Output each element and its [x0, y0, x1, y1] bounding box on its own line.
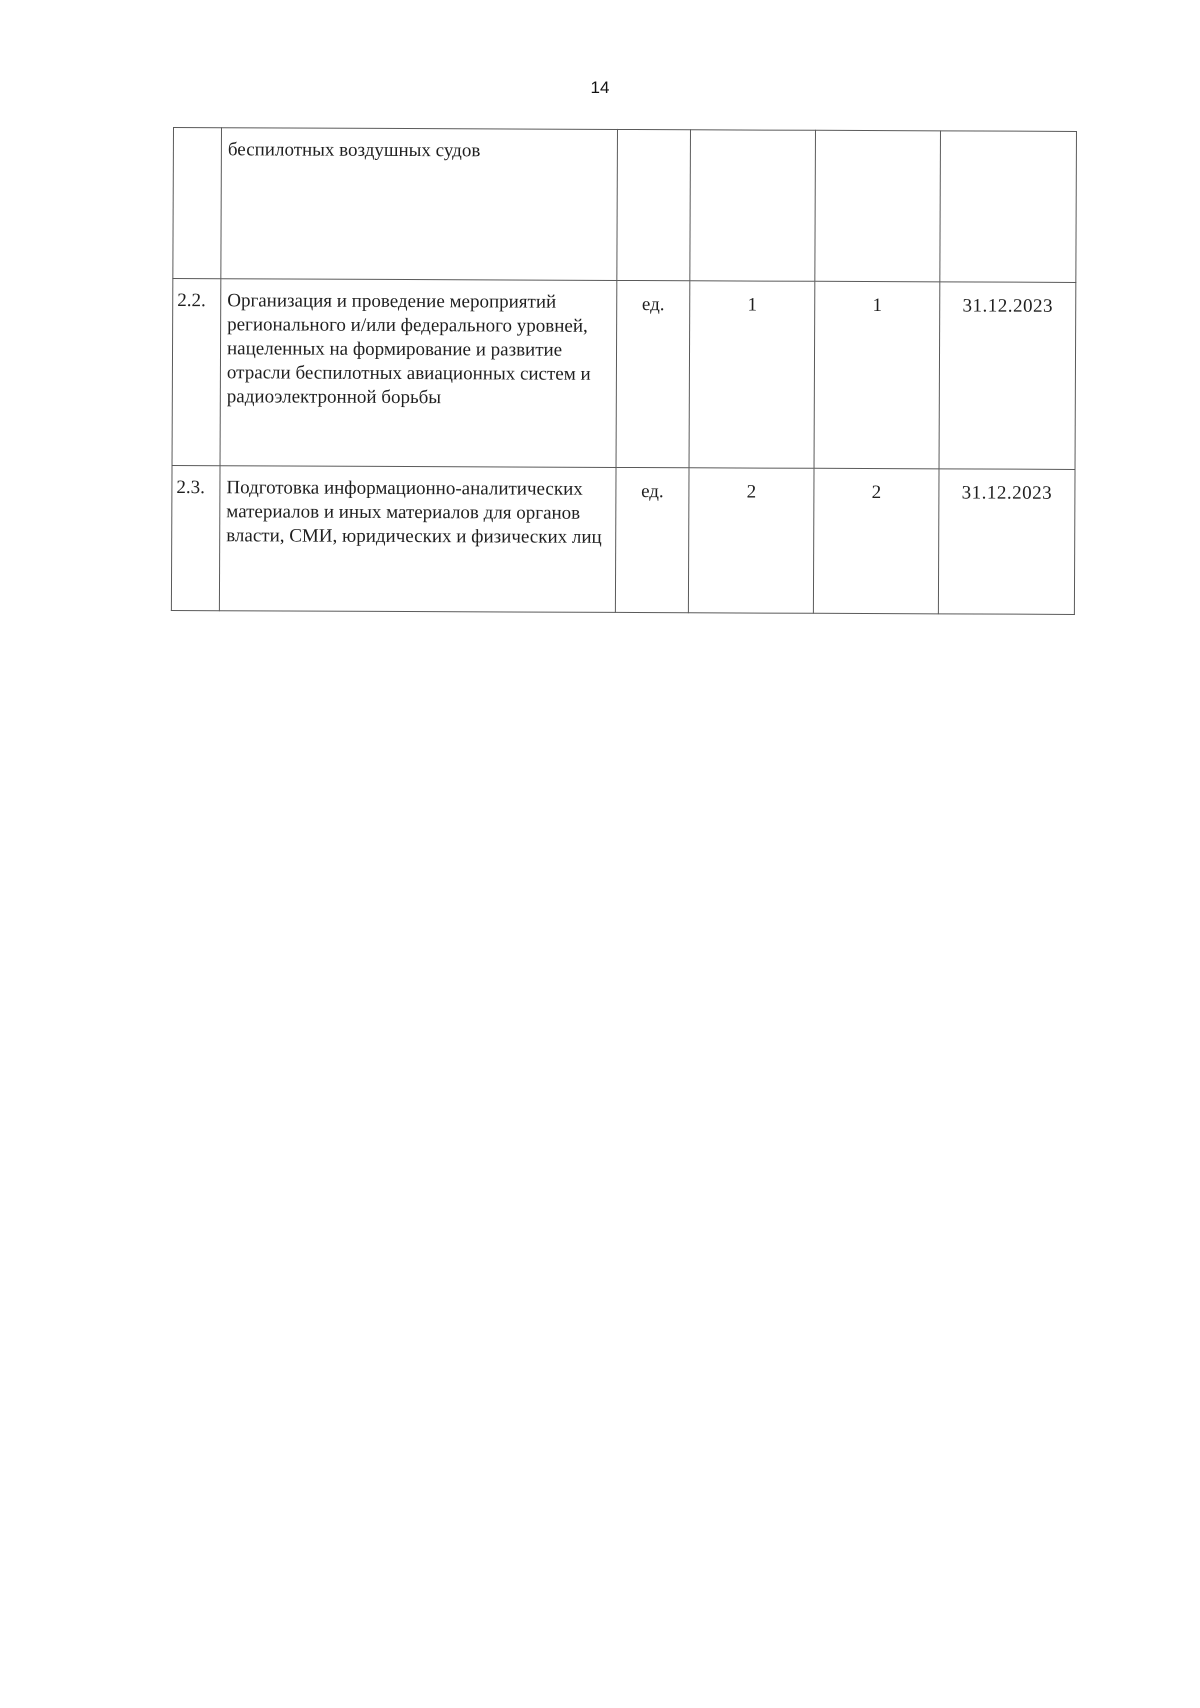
deadline-cell: 31.12.2023: [939, 282, 1076, 470]
value-1-cell: [690, 130, 816, 282]
unit-cell: ед.: [615, 467, 689, 612]
table-row: [172, 279, 1076, 470]
value-1-cell: 1: [689, 281, 815, 469]
measure-name-cell: беспилотных воздушных судов: [221, 128, 618, 281]
value-1-cell: 2: [688, 468, 814, 614]
value-2-cell: 2: [813, 468, 939, 614]
unit-cell: ед.: [616, 280, 690, 467]
table-row: [173, 128, 1077, 283]
page-number: 14: [590, 78, 610, 97]
value-2-cell: 1: [814, 281, 940, 469]
deadline-cell: [940, 131, 1077, 283]
deadline-cell: 31.12.2023: [938, 469, 1075, 615]
table-row: [171, 465, 1075, 614]
unit-cell: [617, 129, 691, 280]
row-number-cell: [173, 128, 222, 279]
row-number-cell: 2.2.: [172, 279, 221, 466]
value-2-cell: [815, 130, 941, 282]
measures-table: [171, 127, 1077, 615]
measure-name-cell: Подготовка информационно-аналитических материалов и иных материалов для органов власти, СМИ, юридических и физических лиц: [219, 466, 616, 613]
row-number-cell: 2.3.: [171, 465, 220, 610]
measure-name-cell: Организация и проведение мероприятий регионального и/или федерального уровней, нацеленных на формирование и развитие отрасли беспилотных авиационных систем и радиоэлектронной борьбы: [220, 279, 617, 468]
